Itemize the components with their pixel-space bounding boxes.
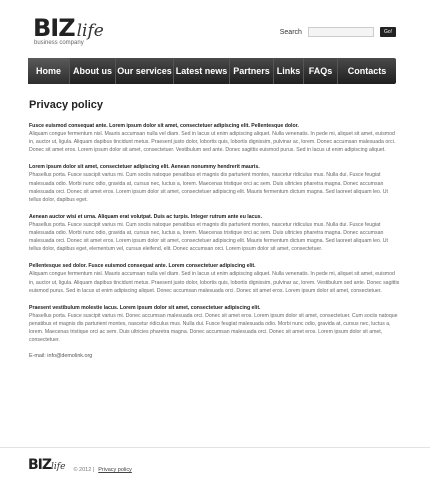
main-content bbox=[29, 98, 401, 359]
policy-paragraph bbox=[29, 262, 401, 294]
footer-logo-wordmark: BIZ bbox=[28, 457, 52, 473]
paragraph-body: Phasellus porta. Fusce suscipit varius mi. Donec accumsan malesuada orci. Donec sit amet eros. Lorem ipsum dolor sit amet, consectetuer. Cum sociis natoque penatibus et magnis dis parturient montes, nascetur ridiculus mus. Nulla dui. Fusce feugiat malesuada odio. Morbi nunc odio, gravida at, cursus nec, luctus a, lorem. Maecenas tristique orci ac sem. Duis ultricies pharetra magna. Donec accumsan malesuada orci. Donec sit amet eros. Lorem ipsum dolor sit amet, consectetuer. bbox=[29, 312, 398, 344]
paragraph-lead: Praesent vestibulum molestie lacus. Lorem ipsum dolor sit amet, consectetuer adipiscing elit. bbox=[29, 304, 261, 311]
paragraph-body: Phasellus porta. Fusce suscipit varius mi. Cum sociis natoque penatibus et magnis dis parturient montes, nascetur ridiculus mus. Nulla dui. Fusce feugiat malesuada odio. Morbi nunc odio, gravida at, cursus nec, luctus a, lorem. Maecenas tristique orci ac sem. Duis ultricies pharetra magna. Donec accumsan malesuada orci. Donec sit amet eros. Lorem ipsum dolor sit amet, consectetuer adipiscing elit. Mauris fermentum dictum magna. Sed laoreet aliquam leo. Ut tellus dolor, dapibus eget, elementum vel, cursus eleifend, elit. Donec accumsan orci. Lorem ipsum dolor sit amet, consectetuer. bbox=[29, 221, 388, 253]
paragraph-lead: Pellentesque sed dolor. Fusce euismod consequat ante. Lorem consectetuer adipiscing elit. bbox=[29, 263, 256, 270]
paragraph-lead: Lorem ipsum dolor sit amet, consectetuer adipiscing elit. Aenean nonummy hendrerit mauris. bbox=[29, 164, 260, 171]
logo-tagline: business company bbox=[34, 40, 84, 46]
nav-item-home[interactable]: Home bbox=[28, 58, 70, 84]
main-nav bbox=[28, 58, 396, 84]
logo-wordmark: BIZ bbox=[33, 14, 75, 42]
nav-item-partners[interactable]: Partners bbox=[230, 58, 274, 84]
paragraph-lead: Aenean auctor wisi et urna. Aliquam erat volutpat. Duis ac turpis. Integer rutrum ante eu lacus. bbox=[29, 213, 263, 220]
paragraph-lead: Fusce euismod consequat ante. Lorem ipsum dolor sit amet, consectetuer adipiscing elit. Pellentesque dolor. bbox=[29, 123, 299, 129]
paragraph-body: Phasellus porta. Fusce suscipit varius mi. Cum sociis natoque penatibus et magnis dis parturient montes, nascetur ridiculus mus. Nulla dui. Fusce feugiat malesuada odio. Morbi nunc odio, gravida at, cursus nec, luctus a, lorem. Maecenas tristique orci ac sem. Duis ultricies pharetra magna. Donec accumsan malesuada orci. Donec sit amet eros. Lorem ipsum dolor sit amet, consectetuer adipiscing elit. Mauris fermentum dictum magna. Sed laoreet aliquam leo. Ut tellus dolor, dapibus eget. bbox=[29, 172, 388, 203]
site-header bbox=[0, 0, 430, 56]
nav-item-contacts[interactable]: Contacts bbox=[347, 66, 387, 76]
paragraph-body: Aliquam congue fermentum nisl. Mauris accumsan nulla vel diam. Sed in lacus ut enim adipiscing aliquet. Nulla venenatis. In pede mi, aliquet sit amet, euismod in, auctor ut, ligula. Aliquam dapibus tincidunt metus. Praesent justo dolor, lobortis quis, lobortis dignissim, pulvinar ac, lorem. Vestibulum sed ante. Donec sagittis euismod purus. Sed in lacus ut enim adipiscing aliquet. Donec accumsan malesuada orci. Donec sit amet eros. Lorem ipsum dolor sit amet, consectetuer. bbox=[29, 271, 400, 294]
nav-item-faqs[interactable]: FAQs bbox=[304, 58, 338, 84]
nav-item-latest-news[interactable]: Latest news bbox=[174, 58, 230, 84]
site-footer bbox=[28, 456, 132, 474]
policy-paragraph bbox=[29, 213, 401, 253]
search-label: Search bbox=[279, 28, 302, 36]
site-logo[interactable] bbox=[33, 14, 104, 46]
footer-logo-script: life bbox=[51, 462, 66, 472]
paragraph-body: Aliquam congue fermentum nisl. Mauris accumsan nulla vel diam. Sed in lacus ut enim adipiscing aliquet. Nulla venenatis. In pede mi, aliquet sit amet, euismod in, auctor ut, ligula. Aliquam dapibus tincidunt metus. Praesent justo dolor, lobortis quis, lobortis dignissim, pulvinar ac, lorem. Donec accumsan malesuada orci. Donec sit amet eros. Lorem ipsum dolor sit amet, consectetuer. Vestibulum sed ante. Donec sagittis euismod purus. Sed in lacus ut enim adipiscing aliquet. bbox=[29, 131, 396, 154]
policy-paragraph bbox=[29, 122, 401, 154]
nav-item-links[interactable]: Links bbox=[274, 58, 304, 84]
search-input[interactable] bbox=[308, 27, 374, 37]
policy-paragraph bbox=[29, 163, 401, 203]
search-button[interactable]: Go! bbox=[380, 27, 396, 37]
page-title: Privacy policy bbox=[29, 99, 103, 111]
footer-divider bbox=[0, 447, 430, 448]
policy-paragraph bbox=[29, 304, 401, 344]
privacy-policy-link[interactable]: Privacy policy bbox=[98, 467, 132, 473]
footer-logo[interactable] bbox=[28, 456, 65, 474]
search-form bbox=[280, 27, 396, 37]
copyright-text: © 2012 | bbox=[73, 467, 95, 473]
nav-item-about-us[interactable]: About us bbox=[70, 58, 116, 84]
contact-email[interactable]: E-mail: info@demolink.org bbox=[29, 353, 93, 360]
logo-script: life bbox=[76, 21, 104, 41]
nav-item-our-services[interactable]: Our services bbox=[116, 58, 174, 84]
